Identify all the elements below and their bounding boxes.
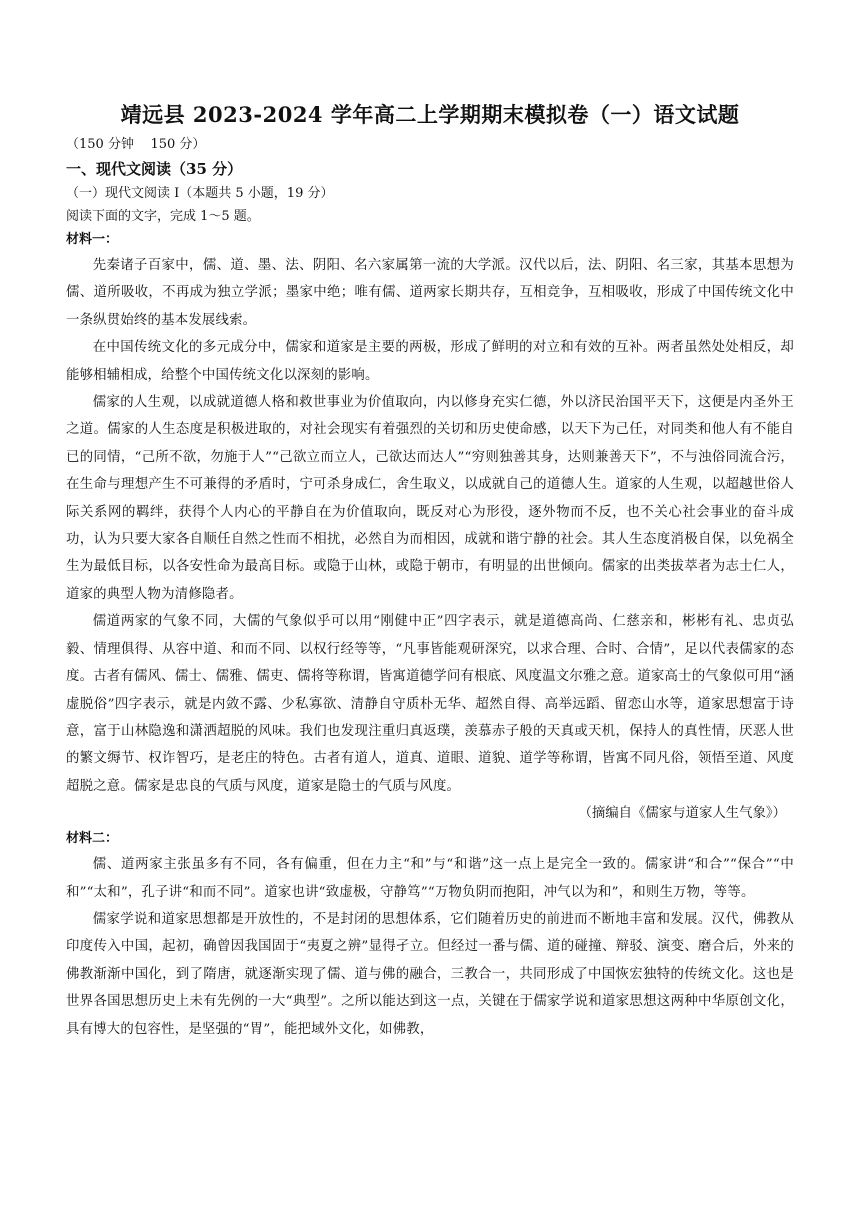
paragraph: 儒家学说和道家思想都是开放性的，不是封闭的思想体系，它们随着历史的前进而不断地丰富和发展。汉代，佛教从印度传入中国，起初，确曾因我国固于“夷夏之辨”显得孑立。但经过一番与儒、道的碰撞、辩驳、演变、磨合后，外来的佛教渐渐中国化，到了隋唐，就逐渐实现了儒、道与佛的融合，三教合一，共同形成了中国恢宏独特的传统文化。这也是世界各国思想历史上未有先例的一大“典型”。之所以能达到这一点，关键在于儒家学说和道家思想这两种中华原创文化，具有博大的包容性，是坚强的“胃”，能把域外文化，如佛教，: [66, 911, 794, 1037]
section-heading: 一、现代文阅读（35 分）: [66, 160, 243, 178]
material-label: 材料二：: [66, 831, 119, 847]
paragraph: 儒、道两家主张虽多有不同，各有偏重，但在力主“和”与“和谐”这一点上是完全一致的。儒家讲“和合”“保合”“中和”“太和”，孔子讲“和而不同”。道家也讲“致虚极，守静笃”“万物负阴而抱阳，冲气以为和”，和则生万物，等等。: [66, 857, 794, 900]
document-title: 靖远县 2023-2024 学年高二上学期期末模拟卷（一）语文试题: [120, 102, 740, 127]
material-label: 材料一：: [66, 232, 119, 247]
part-heading: （一）现代文阅读 I（本题共 5 小题，19 分）: [66, 186, 334, 201]
source-citation: （摘编自《儒家与道家人生气象》）: [578, 806, 786, 822]
paragraph: 儒道两家的气象不同，大儒的气象似乎可以用“刚健中正”四字表示，就是道德高尚、仁慈亲和，彬彬有礼、忠贞弘毅、情理俱得、从容中道、和而不同、以权行经等等，“凡事皆能观研深究，以求合理、合时、合情”，足以代表儒家的态度。古者有儒风、儒士、儒雅、儒吏、儒将等称谓，皆寓道德学问有根底、风度温文尔雅之意。道家高士的气象似可用“涵虚脱俗”四字表示，就是内敛不露、少私寡欲、清静自守质朴无华、超然自得、高举远蹈、留恋山水等，道家思想富于诗意，富于山林隐逸和潇洒超脱的风味。我们也发现注重归真返璞，羡慕赤子般的天真或天机，保持人的真性情，厌恶人世的繁文缛节、权诈智巧，是老庄的特色。古者有道人，道真、道眼、道貌、道学等称谓，皆寓不同凡俗，领悟至道、风度超脱之意。儒家是忠良的气质与风度，道家是隐士的气质与风度。: [66, 614, 794, 794]
exam-info: （150 分钟 150 分）: [66, 137, 206, 152]
paragraph: 在中国传统文化的多元成分中，儒家和道家是主要的两极，形成了鲜明的对立和有效的互补。两者虽然处处相反，却能够相辅相成，给整个中国传统文化以深刻的影响。: [66, 340, 794, 383]
reading-instruction: 阅读下面的文字，完成 1～5 题。: [66, 209, 260, 224]
paragraph: 先秦诸子百家中，儒、道、墨、法、阴阳、名六家属第一流的大学派。汉代以后，法、阴阳、名三家，其基本思想为儒、道所吸收，不再成为独立学派；墨家中绝；唯有儒、道两家长期共存，互相竞争，互相吸收，形成了中国传统文化中一条纵贯始终的基本发展线索。: [66, 258, 794, 328]
paragraph: 儒家的人生观，以成就道德人格和救世事业为价值取向，内以修身充实仁德，外以济民治国平天下，这便是内圣外王之道。儒家的人生态度是积极进取的，对社会现实有着强烈的关切和历史使命感，以天下为己任，对同类和他人有不能自已的同情，“己所不欲，勿施于人”“己欲立而立人，己欲达而达人”“穷则独善其身，达则兼善天下”，不与浊俗同流合污，在生命与理想产生不可兼得的矛盾时，宁可杀身成仁，舍生取义，以成就自己的道德人生。道家的人生观，以超越世俗人际关系网的羁绊，获得个人内心的平静自在为价值取向，既反对心为形役，逐外物而不反，也不关心社会事业的奋斗成功，认为只要大家各自顺任自然之性而不相扰，必然自为而相因，成就和谐宁静的社会。其人生态度消极自保，以免祸全生为最低目标，以各安性命为最高目标。或隐于山林，或隐于朝市，有明显的出世倾向。儒家的出类拔萃者为志士仁人，道家的典型人物为清修隐者。: [66, 395, 794, 602]
